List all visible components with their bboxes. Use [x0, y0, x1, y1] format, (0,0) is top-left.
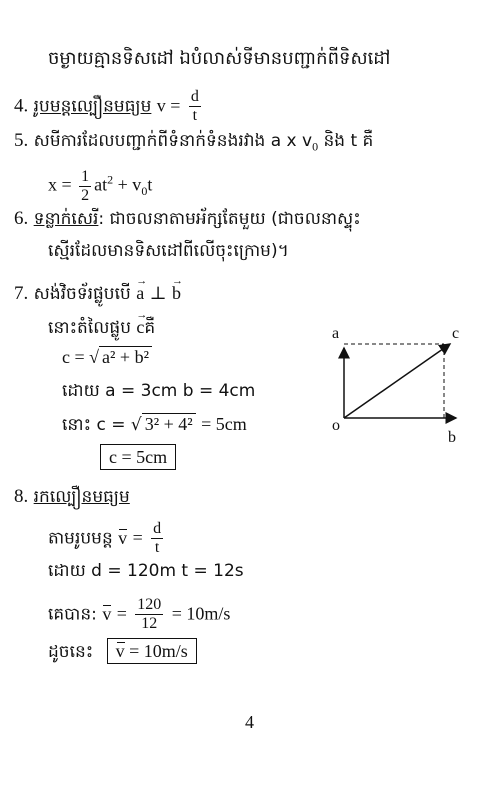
- item-8-title: រកល្បឿនមធ្យម: [33, 487, 130, 507]
- item-8-line1: តាមរូបមន្ត v = $\frac{d}{t}$: [48, 520, 162, 556]
- item-5-number: 5.: [14, 130, 29, 151]
- item-4-lhs: v =: [156, 95, 181, 116]
- item-8-line2: ដោយ d = 120m t = 12s: [48, 561, 244, 581]
- label-o: o: [332, 417, 340, 434]
- item-7-line2: នោះតំលៃផ្លូប → cគឺ: [48, 316, 155, 339]
- item-8-answer: ដូចនេះ v = 10m/s: [48, 640, 197, 663]
- item-7: 7. សង់វិចទ័រផ្លូបបើ → a ⊥ → b: [14, 282, 181, 305]
- item-4-title: រូបមន្តល្បឿនមធ្យម: [33, 96, 152, 117]
- item-6-number: 6.: [14, 208, 29, 229]
- item-7-answer: c = 5cm: [100, 446, 176, 468]
- item-4-number: 4.: [14, 95, 29, 117]
- item-4-fraction: $\frac{d}{t}$: [190, 88, 199, 124]
- vector-diagram: [316, 318, 476, 448]
- vector-c-arrow: [344, 344, 450, 418]
- item-5-text: សមីការដែលបញ្ជាក់ពីទំនាក់ទំនងរវាង a x v: [33, 131, 313, 151]
- item-5: 5. សមីការដែលបញ្ជាក់ពីទំនាក់ទំនងរវាង a x $v_0$ និង t គឺ: [14, 130, 374, 154]
- item-6: 6. ទន្លាក់សេរី: ជាចលនាតាមអ័ក្សតែមួយ (ជាចលនាស្ទុះ: [14, 208, 361, 229]
- item-6-title: ទន្លាក់សេរី: [33, 209, 99, 229]
- label-a: a: [332, 325, 340, 342]
- item-7-given: ដោយ a = 3cm b = 4cm: [62, 381, 256, 401]
- label-c: c: [452, 325, 460, 342]
- item-7-title: សង់វិចទ័រផ្លូបបើ: [33, 284, 131, 304]
- intro-line: ចម្ងាយគ្មានទិសដៅ ឯបំលាស់ទីមានបញ្ជាក់ពីទិសដៅ: [48, 48, 391, 69]
- label-b: b: [448, 429, 456, 446]
- item-7-result: នោះ c = √ 3² + 4² = 5cm: [62, 414, 247, 435]
- item-6-line2: ស្មើរដែលមានទិសដៅពីលើចុះក្រោម)។: [48, 241, 289, 261]
- item-8: [14, 486, 130, 508]
- item-7-formula: c = √ a² + b²: [62, 346, 152, 368]
- item-7-number: 7.: [14, 283, 29, 304]
- item-4: [14, 88, 204, 125]
- item-8-number: 8.: [14, 486, 29, 507]
- item-5-equation: x = $\frac{1}{2}$ $at^2 + v_0t$: [48, 168, 153, 204]
- page-number: 4: [245, 712, 254, 732]
- item-8-line3: គេបាន: v = $\frac{120}{12}$ = 10m/s: [48, 596, 231, 632]
